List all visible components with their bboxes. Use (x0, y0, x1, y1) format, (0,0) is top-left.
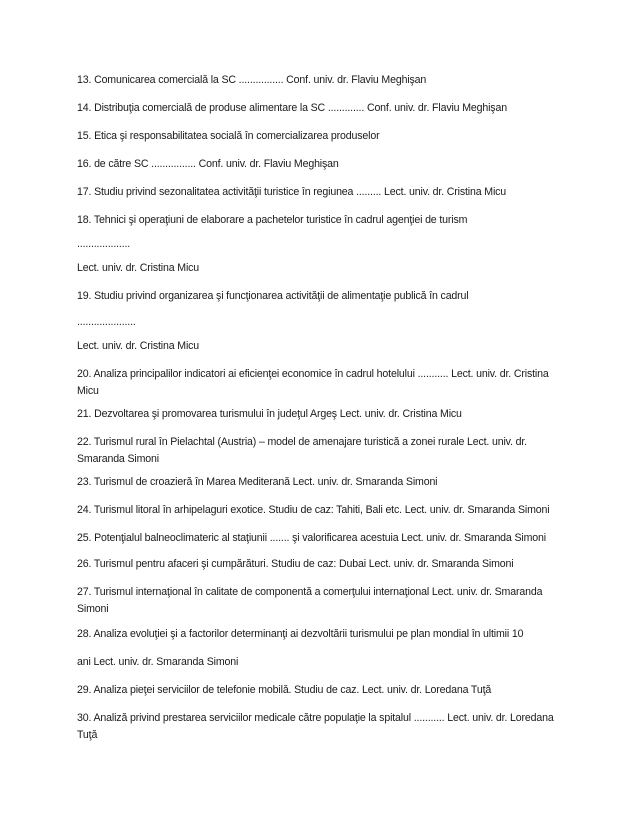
thesis-item-15: 15. Etica şi responsabilitatea socială în comercializarea produselor (77, 130, 380, 142)
thesis-item-18: 18. Tehnici şi operaţiuni de elaborare a pachetelor turistice în cadrul agenţiei de turism (77, 214, 468, 226)
thesis-item-28: 28. Analiza evoluţiei şi a factorilor determinanţi ai dezvoltării turismului pe plan mondial în ultimii 10 (77, 628, 524, 640)
thesis-item-25: 25. Potenţialul balneoclimateric al staţiunii ....... şi valorificarea acestuia Lect. univ. dr. Smaranda Simoni (77, 532, 546, 544)
thesis-item-19: 19. Studiu privind organizarea şi funcţionarea activităţii de alimentaţie publică în cadrul (77, 290, 469, 302)
thesis-item-16: 16. de către SC ................ Conf. univ. dr. Flaviu Meghişan (77, 158, 339, 170)
thesis-item-13: 13. Comunicarea comercială la SC ................ Conf. univ. dr. Flaviu Meghişan (77, 74, 427, 86)
supervisor-line: Lect. univ. dr. Cristina Micu (77, 340, 200, 352)
thesis-item-23: 23. Turismul de croazieră în Marea Mediterană Lect. univ. dr. Smaranda Simoni (77, 476, 438, 488)
thesis-item-27: 27. Turismul internaţional în calitate de componentă a comerţului internaţional Lect. univ. dr. Smaranda Simoni (77, 586, 543, 615)
thesis-item-30: 30. Analiză privind prestarea serviciilor medicale către populaţie la spitalul ........... Lect. univ. dr. Loredana Tuţă (77, 712, 554, 741)
supervisor-line: Lect. univ. dr. Cristina Micu (77, 262, 200, 274)
thesis-item-28-continuation: ani Lect. univ. dr. Smaranda Simoni (77, 656, 239, 668)
thesis-item-20: 20. Analiza principalilor indicatori ai eficienţei economice în cadrul hotelului ........... Lect. univ. dr. Cristina Micu (77, 368, 549, 397)
thesis-item-26: 26. Turismul pentru afaceri şi cumpărături. Studiu de caz: Dubai Lect. univ. dr. Smaranda Simoni (77, 558, 514, 570)
dotted-placeholder: ..................... (77, 316, 136, 328)
thesis-item-22: 22. Turismul rural în Pielachtal (Austria) – model de amenajare turistică a zonei rurale Lect. univ. dr. Smaranda Simoni (77, 436, 527, 465)
thesis-item-17: 17. Studiu privind sezonalitatea activităţii turistice în regiunea ......... Lect. univ. dr. Cristina Micu (77, 186, 507, 198)
thesis-item-21: 21. Dezvoltarea şi promovarea turismului în judeţul Argeş Lect. univ. dr. Cristina Micu (77, 408, 462, 420)
dotted-placeholder: ................... (77, 238, 131, 250)
thesis-item-24: 24. Turismul litoral în arhipelaguri exotice. Studiu de caz: Tahiti, Bali etc. Lect. univ. dr. Smaranda Simoni (77, 504, 550, 516)
thesis-item-29: 29. Analiza pieţei serviciilor de telefonie mobilă. Studiu de caz. Lect. univ. dr. Loredana Tuţă (77, 684, 492, 696)
thesis-item-14: 14. Distribuţia comercială de produse alimentare la SC ............. Conf. univ. dr. Flaviu Meghişan (77, 102, 507, 114)
